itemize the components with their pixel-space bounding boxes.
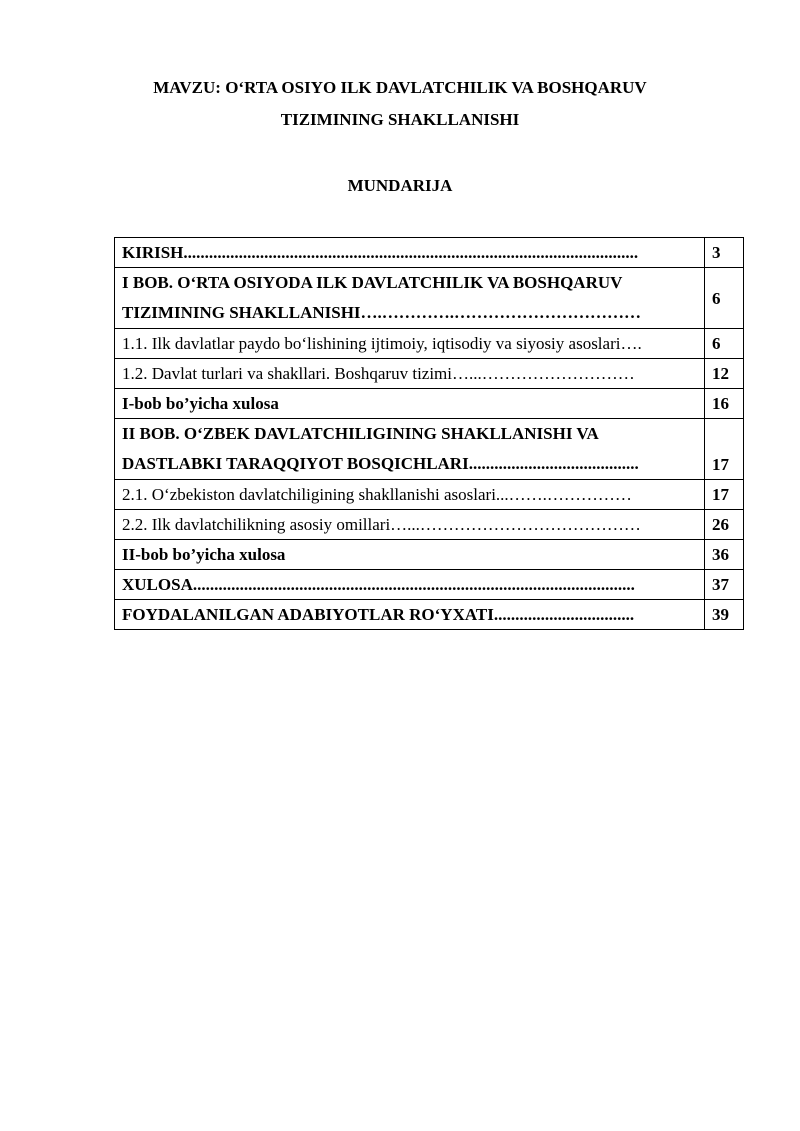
toc-entry-line-2: TIZIMINING SHAKLLANISHI….………….…………………………… — [122, 303, 642, 322]
toc-page-number: 17 — [705, 480, 744, 510]
toc-page-number: 16 — [705, 389, 744, 419]
toc-entry: KIRISH........................................................................................................... — [115, 238, 705, 268]
toc-page-number: 17 — [705, 419, 744, 480]
toc-row-section-2-2 — [115, 510, 744, 540]
toc-row-xulosa — [115, 570, 744, 600]
toc-entry: 2.1. O‘zbekiston davlatchiligining shakllanishi asoslari...…….…………… — [115, 480, 705, 510]
toc-row-section-2-1 — [115, 480, 744, 510]
toc-row-chapter-2-summary — [115, 540, 744, 570]
toc-page-number: 6 — [705, 268, 744, 329]
toc-page-number: 6 — [705, 329, 744, 359]
toc-heading: MUNDARIJA — [347, 176, 453, 195]
toc-page-number: 12 — [705, 359, 744, 389]
toc-page-number: 26 — [705, 510, 744, 540]
table-of-contents — [114, 237, 744, 630]
toc-entry: II-bob bo’yicha xulosa — [115, 540, 705, 570]
toc-entry: 1.1. Ilk davlatlar paydo bo‘lishining ijtimoiy, iqtisodiy va siyosiy asoslari…. — [115, 329, 705, 359]
toc-entry-line-1: I BOB. O‘RTA OSIYODA ILK DAVLATCHILIK VA BOSHQARUV — [122, 273, 623, 292]
toc-row-chapter-1 — [115, 268, 744, 329]
toc-entry — [115, 419, 705, 480]
toc-page-number: 37 — [705, 570, 744, 600]
toc-row-kirish — [115, 238, 744, 268]
toc-row-chapter-2 — [115, 419, 744, 480]
toc-row-chapter-1-summary — [115, 389, 744, 419]
toc-row-references — [115, 600, 744, 630]
toc-page-number: 36 — [705, 540, 744, 570]
toc-entry — [115, 268, 705, 329]
document-title-line-2: TIZIMINING SHAKLLANISHI — [280, 110, 520, 129]
toc-entry-line-1: II BOB. O‘ZBEK DAVLATCHILIGINING SHAKLLANISHI VA — [122, 424, 599, 443]
toc-entry: FOYDALANILGAN ADABIYOTLAR RO‘YXATI................................. — [115, 600, 705, 630]
toc-entry: 2.2. Ilk davlatchilikning asosiy omillari…...………………………………… — [115, 510, 705, 540]
toc-row-section-1-1 — [115, 329, 744, 359]
toc-entry-line-2: DASTLABKI TARAQQIYOT BOSQICHLARI........................................ — [122, 454, 639, 473]
toc-entry: 1.2. Davlat turlari va shakllari. Boshqaruv tizimi…...……………………… — [115, 359, 705, 389]
document-title — [100, 72, 700, 136]
toc-page-number: 39 — [705, 600, 744, 630]
toc-page-number: 3 — [705, 238, 744, 268]
toc-entry: I-bob bo’yicha xulosa — [115, 389, 705, 419]
toc-row-section-1-2 — [115, 359, 744, 389]
toc-entry: XULOSA........................................................................................................ — [115, 570, 705, 600]
document-title-line-1: MAVZU: O‘RTA OSIYO ILK DAVLATCHILIK VA BOSHQARUV — [153, 78, 647, 97]
